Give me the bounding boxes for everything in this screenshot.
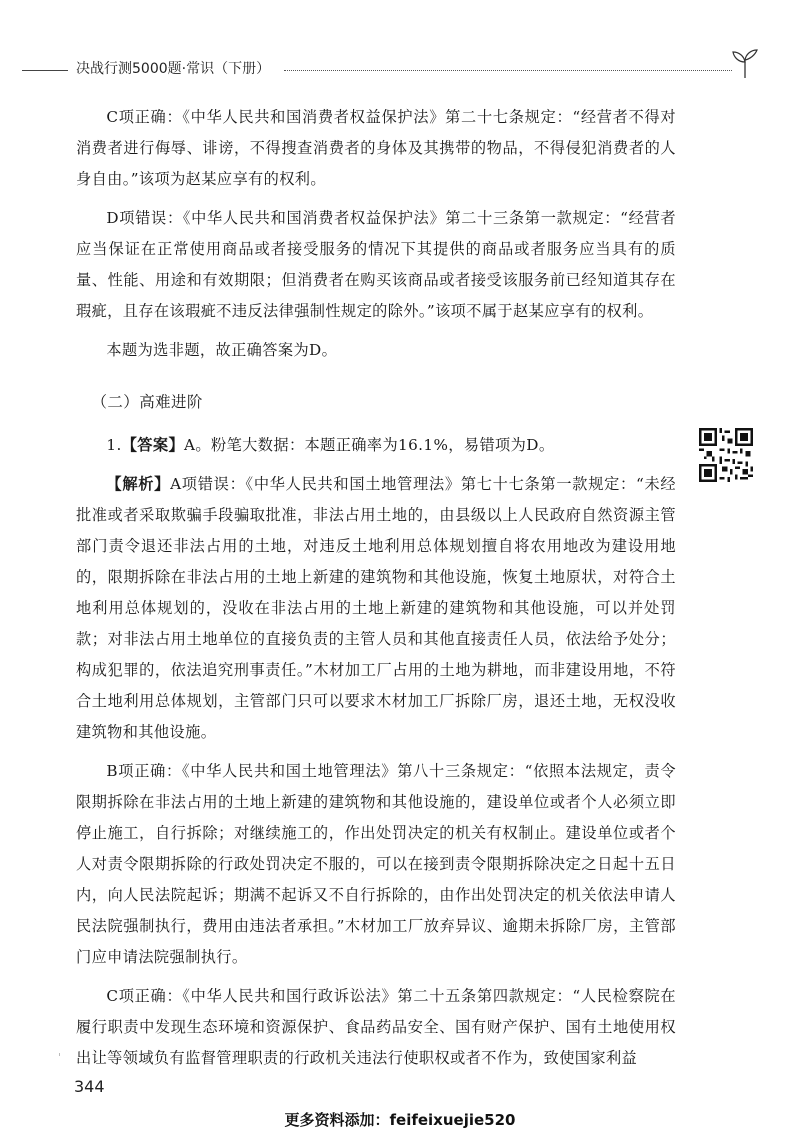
footer-note: 更多资料添加：feifeixuejie520 <box>284 1111 516 1129</box>
paragraph-conclusion: 本题为选非题，故正确答案为D。 <box>106 341 338 359</box>
answer-text: A。粉笔大数据：本题正确率为16.1%，易错项为D。 <box>184 436 555 454</box>
analysis-label: 【解析】 <box>106 475 171 493</box>
header-rule-right <box>284 70 732 71</box>
sprout-icon <box>728 48 762 80</box>
analysis-paragraph <box>76 469 676 748</box>
paragraph-option-c-2: C项正确：《中华人民共和国行政诉讼法》第二十五条第四款规定：“人民检察院在履行职责中发现生态环境和资源保护、食品药品安全、国有财产保护、国有土地使用权出让等领域负有监督管理职责的行政机关违法行使职权或者不作为，致使国家利益 <box>76 987 676 1067</box>
running-header <box>0 52 800 92</box>
paragraph-option-d: D项错误：《中华人民共和国消费者权益保护法》第二十三条第一款规定：“经营者应当保证在正常使用商品或者接受服务的情况下其提供的商品或者服务应当具有的质量、性能、用途和有效期限；但消费者在购买该商品或者接受该服务前已经知道其存在瑕疵，且存在该瑕疵不违反法律强制性规定的除外。”该项不属于赵某应享有的权利。 <box>76 209 676 320</box>
question-number: 1. <box>106 436 122 454</box>
analysis-text: A项错误：《中华人民共和国土地管理法》第七十七条第一款规定：“未经批准或者采取欺骗手段骗取批准，非法占用土地的，由县级以上人民政府自然资源主管部门责令退还非法占用的土地，对违反土地利用总体规划擅自将农用地改为建设用地的，限期拆除在非法占用的土地上新建的建筑物和其他设施，恢复土地原状，对符合土地利用总体规划的，没收在非法占用的土地上新建的建筑物和其他设施，可以并处罚款；对非法占用土地单位的直接负责的主管人员和其他直接责任人员，依法给予处分；构成犯罪的，依法追究刑事责任。”木材加工厂占用的土地为耕地，而非建设用地，不符合土地利用总体规划，主管部门只可以要求木材加工厂拆除厂房，退还土地，无权没收建筑物和其他设施。 <box>76 475 676 741</box>
section-heading: （二）高难进阶 <box>91 393 203 411</box>
page-number: 344 <box>74 1077 105 1096</box>
answer-label: 【答案】 <box>121 436 185 454</box>
margin-mark <box>59 1053 60 1056</box>
answer-line <box>76 430 676 461</box>
qr-code-icon[interactable] <box>699 428 753 482</box>
header-title: 决战行测5000题·常识（下册） <box>76 61 271 77</box>
paragraph-option-b: B项正确：《中华人民共和国土地管理法》第八十三条规定：“依照本法规定，责令限期拆除在非法占用的土地上新建的建筑物和其他设施的，建设单位或者个人必须立即停止施工，自行拆除；对继续施工的，作出处罚决定的机关有权制止。建设单位或者个人对责令限期拆除的行政处罚决定不服的，可以在接到责令限期拆除决定之日起十五日内，向人民法院起诉；期满不起诉又不自行拆除的，由作出处罚决定的机关依法申请人民法院强制执行，费用由违法者承担。”木材加工厂放弃异议、逾期未拆除厂房，主管部门应申请法院强制执行。 <box>76 762 676 966</box>
header-rule-left <box>22 70 68 71</box>
page-content <box>76 102 676 1082</box>
paragraph-option-c: C项正确：《中华人民共和国消费者权益保护法》第二十七条规定：“经营者不得对消费者进行侮辱、诽谤，不得搜查消费者的身体及其携带的物品，不得侵犯消费者的人身自由。”该项为赵某应享有的权利。 <box>76 108 676 188</box>
